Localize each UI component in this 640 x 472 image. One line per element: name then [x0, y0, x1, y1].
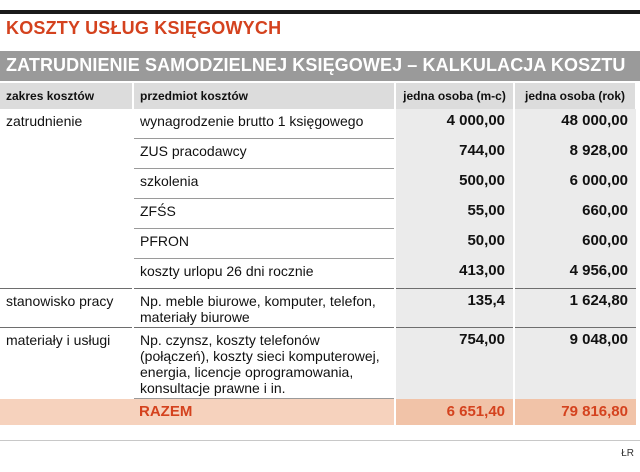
table-row — [0, 328, 636, 399]
table-subtitle: ZATRUDNIENIE SAMODZIELNEJ KSIĘGOWEJ – KALKULACJA KOSZTU — [6, 55, 626, 75]
column-header-yearly: jedna osoba (rok) — [514, 83, 636, 109]
item-cell: szkolenia — [133, 169, 395, 199]
item-cell: koszty urlopu 26 dni rocznie — [133, 259, 395, 289]
table-row — [0, 259, 636, 289]
column-header-monthly: jedna osoba (m-c) — [395, 83, 514, 109]
table-row — [0, 199, 636, 229]
item-cell: PFRON — [133, 229, 395, 259]
total-spacer — [0, 399, 133, 426]
item-cell: Np. czynsz, koszty telefonów (połączeń), koszty sieci komputerowej, energia, licencje oprogramowania, konsultacje prawne i in. — [133, 328, 395, 399]
table-row — [0, 109, 636, 139]
monthly-cell: 500,00 — [395, 169, 514, 199]
category-cell — [0, 169, 133, 199]
monthly-cell: 4 000,00 — [395, 109, 514, 139]
yearly-cell: 6 000,00 — [514, 169, 636, 199]
yearly-cell: 48 000,00 — [514, 109, 636, 139]
bottom-rule — [0, 440, 640, 441]
column-header-subject: przedmiot kosztów — [133, 83, 395, 109]
yearly-cell: 9 048,00 — [514, 328, 636, 399]
table-row — [0, 229, 636, 259]
column-header-scope: zakres kosztów — [0, 83, 133, 109]
top-rule — [0, 10, 640, 14]
table-row — [0, 289, 636, 328]
monthly-cell: 50,00 — [395, 229, 514, 259]
item-cell: ZFŚS — [133, 199, 395, 229]
monthly-cell: 55,00 — [395, 199, 514, 229]
item-cell: wynagrodzenie brutto 1 księgowego — [133, 109, 395, 139]
category-cell: zatrudnienie — [0, 109, 133, 139]
yearly-cell: 8 928,00 — [514, 139, 636, 169]
header-row — [0, 83, 636, 109]
category-cell: materiały i usługi — [0, 328, 133, 399]
yearly-cell: 600,00 — [514, 229, 636, 259]
item-cell: ZUS pracodawcy — [133, 139, 395, 169]
table-row — [0, 139, 636, 169]
page-title: KOSZTY USŁUG KSIĘGOWYCH — [6, 18, 282, 38]
total-label: RAZEM — [133, 399, 395, 426]
monthly-cell: 413,00 — [395, 259, 514, 289]
yearly-cell: 660,00 — [514, 199, 636, 229]
source-credit: ŁR — [621, 448, 634, 459]
item-cell: Np. meble biurowe, komputer, telefon, materiały biurowe — [133, 289, 395, 328]
category-cell — [0, 229, 133, 259]
yearly-cell: 4 956,00 — [514, 259, 636, 289]
table-row — [0, 169, 636, 199]
cost-table — [0, 83, 637, 425]
total-row — [0, 399, 636, 426]
monthly-cell: 754,00 — [395, 328, 514, 399]
category-cell — [0, 139, 133, 169]
monthly-cell: 135,4 — [395, 289, 514, 328]
yearly-cell: 1 624,80 — [514, 289, 636, 328]
category-cell — [0, 199, 133, 229]
category-cell: stanowisko pracy — [0, 289, 133, 328]
total-yearly: 79 816,80 — [514, 399, 636, 426]
total-monthly: 6 651,40 — [395, 399, 514, 426]
category-cell — [0, 259, 133, 289]
monthly-cell: 744,00 — [395, 139, 514, 169]
